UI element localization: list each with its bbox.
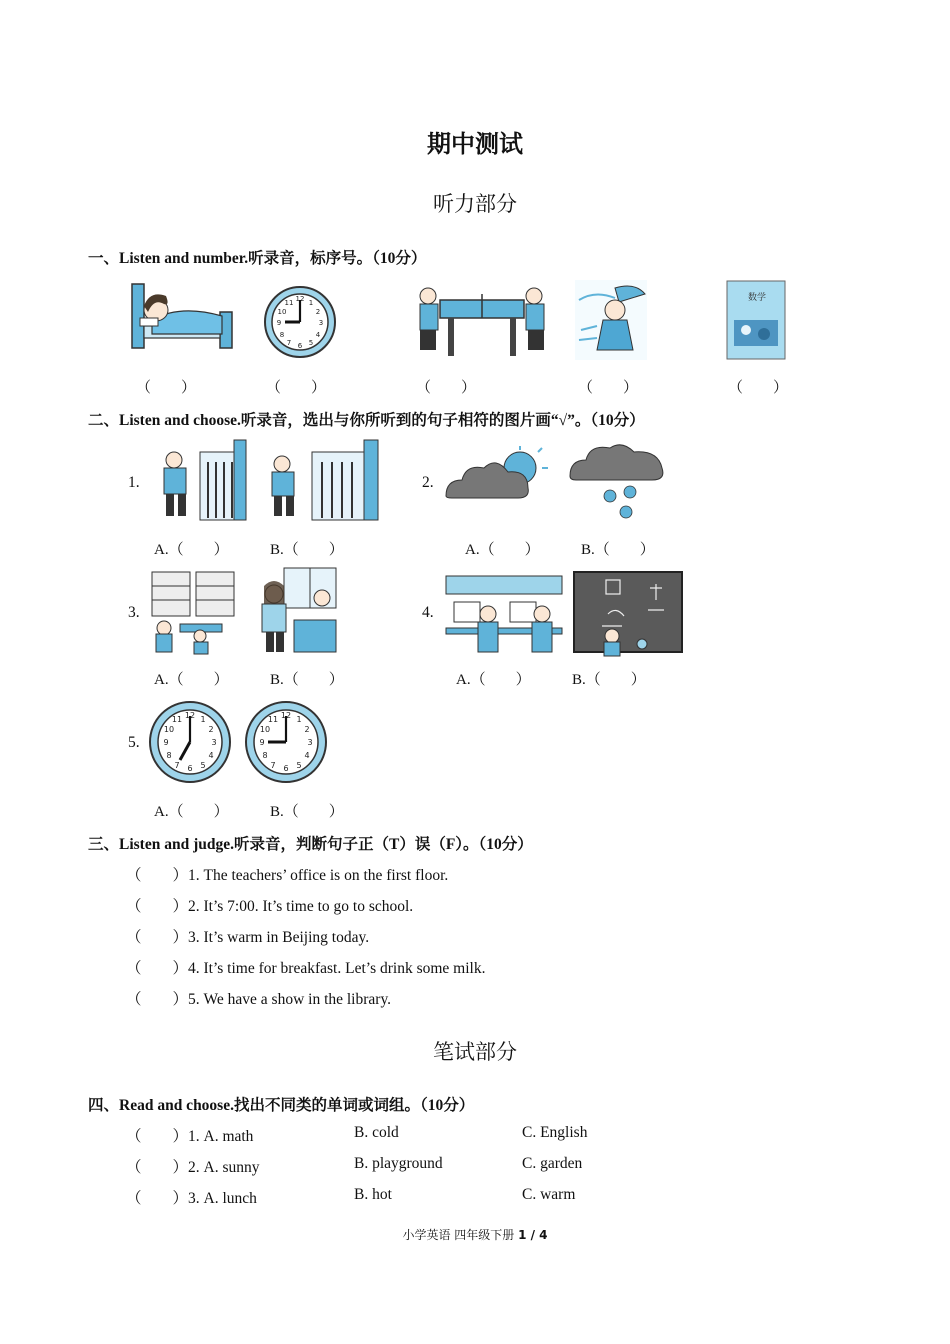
writing-heading: 笔试部分 xyxy=(433,1040,517,1064)
svg-text:8: 8 xyxy=(279,331,285,339)
gate-picture-a xyxy=(150,438,250,524)
svg-text:7: 7 xyxy=(174,761,180,770)
office-picture xyxy=(254,566,338,656)
svg-text:9: 9 xyxy=(276,319,282,327)
blackboard-picture xyxy=(572,570,684,658)
svg-text:2: 2 xyxy=(208,725,214,734)
choose-row-2-c: C. garden xyxy=(522,1155,583,1172)
svg-text:3: 3 xyxy=(307,738,313,747)
page-number: 1 / 4 xyxy=(518,1228,548,1242)
svg-text:6: 6 xyxy=(187,764,193,773)
svg-text:1: 1 xyxy=(200,715,206,724)
judge-item-3[interactable]: （ ）3. It’s warm in Beijing today. xyxy=(126,929,370,946)
svg-text:11: 11 xyxy=(284,299,294,307)
q5-number: 5. xyxy=(128,734,140,751)
page-footer xyxy=(0,1226,950,1243)
svg-text:2: 2 xyxy=(315,308,321,316)
clock-nine-picture xyxy=(244,700,328,784)
judge-item-5[interactable]: （ ）5. We have a show in the library. xyxy=(126,991,392,1008)
svg-text:11: 11 xyxy=(267,715,279,724)
section3-heading: 三、Listen and judge.听录音，判断句子正（T）误（F）。（10分） xyxy=(88,836,533,853)
choose-row-1[interactable]: （ ）1. A. math xyxy=(126,1128,254,1145)
svg-text:5: 5 xyxy=(200,761,206,770)
svg-text:9: 9 xyxy=(163,738,169,747)
section1-blank-3[interactable]: （ ） xyxy=(416,380,477,396)
section2-heading: 二、Listen and choose.听录音，选出与你所听到的句子相符的图片画“√”。（10分） xyxy=(88,412,645,429)
choose-row-3[interactable]: （ ）3. A. lunch xyxy=(126,1190,257,1207)
svg-text:10: 10 xyxy=(163,725,175,734)
svg-text:7: 7 xyxy=(286,339,292,347)
section1-heading: 一、Listen and number.听录音，标序号。（10分） xyxy=(88,250,427,267)
svg-text:4: 4 xyxy=(304,751,310,760)
choose-row-1-b: B. cold xyxy=(354,1124,399,1141)
svg-text:9: 9 xyxy=(259,738,265,747)
svg-text:4: 4 xyxy=(315,331,321,339)
section1-blank-4[interactable]: （ ） xyxy=(578,380,639,396)
clock-seven-picture xyxy=(148,700,232,784)
svg-text:3: 3 xyxy=(318,319,324,327)
windy-girl-picture xyxy=(575,280,647,360)
footer-text: 小学英语 四年级下册 xyxy=(402,1228,519,1242)
listening-heading: 听力部分 xyxy=(433,192,517,216)
q2-choice-a[interactable]: A.（ ） xyxy=(465,542,540,558)
q3-choice-b[interactable]: B.（ ） xyxy=(270,672,344,688)
svg-text:5: 5 xyxy=(296,761,302,770)
computer-room-picture xyxy=(444,574,564,658)
clock-picture xyxy=(262,284,338,360)
svg-text:12: 12 xyxy=(280,711,292,720)
svg-text:11: 11 xyxy=(171,715,183,724)
choose-row-3-b: B. hot xyxy=(354,1186,392,1203)
choose-row-1-c: C. English xyxy=(522,1124,588,1141)
math-book-picture xyxy=(726,280,786,360)
choose-row-2[interactable]: （ ）2. A. sunny xyxy=(126,1159,260,1176)
q4-choice-b[interactable]: B.（ ） xyxy=(572,672,646,688)
choose-row-3-c: C. warm xyxy=(522,1186,576,1203)
q1-number: 1. xyxy=(128,474,140,491)
section1-blank-5[interactable]: （ ） xyxy=(728,380,789,396)
svg-text:3: 3 xyxy=(211,738,217,747)
svg-text:10: 10 xyxy=(259,725,271,734)
svg-text:7: 7 xyxy=(270,761,276,770)
q4-choice-a[interactable]: A.（ ） xyxy=(456,672,531,688)
svg-text:2: 2 xyxy=(304,725,310,734)
judge-item-4[interactable]: （ ）4. It’s time for breakfast. Let’s drink some milk. xyxy=(126,960,486,977)
bed-picture xyxy=(130,282,240,354)
q5-choice-b[interactable]: B.（ ） xyxy=(270,804,344,820)
svg-text:10: 10 xyxy=(277,308,287,316)
cloudy-sun-picture xyxy=(442,444,554,504)
section1-blank-2[interactable]: （ ） xyxy=(266,380,327,396)
q3-number: 3. xyxy=(128,604,140,621)
q5-choice-a[interactable]: A.（ ） xyxy=(154,804,229,820)
svg-text:8: 8 xyxy=(166,751,172,760)
svg-text:6: 6 xyxy=(297,342,303,350)
svg-text:12: 12 xyxy=(295,295,305,303)
q2-number: 2. xyxy=(422,474,434,491)
table-tennis-picture xyxy=(412,282,552,360)
svg-text:1: 1 xyxy=(308,299,314,307)
q4-number: 4. xyxy=(422,604,434,621)
svg-text:1: 1 xyxy=(296,715,302,724)
svg-text:8: 8 xyxy=(262,751,268,760)
gate-picture-b xyxy=(262,438,382,524)
judge-item-1[interactable]: （ ）1. The teachers’ office is on the first floor. xyxy=(126,867,449,884)
svg-text:12: 12 xyxy=(184,711,196,720)
q2-choice-b[interactable]: B.（ ） xyxy=(581,542,655,558)
svg-text:5: 5 xyxy=(308,339,314,347)
section4-heading: 四、Read and choose.找出不同类的单词或词组。（10分） xyxy=(88,1097,475,1114)
snowy-picture xyxy=(566,440,670,522)
q3-choice-a[interactable]: A.（ ） xyxy=(154,672,229,688)
svg-text:4: 4 xyxy=(208,751,214,760)
book-title: 数学 xyxy=(748,293,767,303)
q1-choice-a[interactable]: A.（ ） xyxy=(154,542,229,558)
page-title: 期中测试 xyxy=(427,132,523,158)
svg-text:6: 6 xyxy=(283,764,289,773)
library-picture xyxy=(150,570,238,656)
section1-blank-1[interactable]: （ ） xyxy=(136,380,197,396)
judge-item-2[interactable]: （ ）2. It’s 7:00. It’s time to go to school. xyxy=(126,898,414,915)
q1-choice-b[interactable]: B.（ ） xyxy=(270,542,344,558)
choose-row-2-b: B. playground xyxy=(354,1155,443,1172)
